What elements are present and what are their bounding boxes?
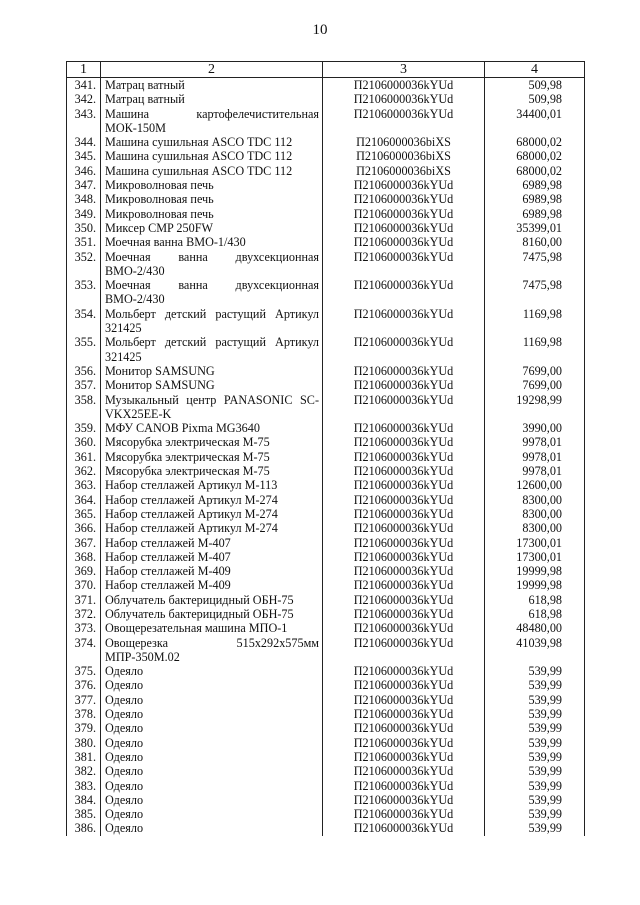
inventory-code: П2106000036kYUd xyxy=(323,607,485,621)
table-row xyxy=(67,164,585,178)
header-col-3: 3 xyxy=(323,62,485,78)
row-number: 344. xyxy=(67,135,101,149)
item-price: 618,98 xyxy=(485,593,585,607)
row-number: 381. xyxy=(67,750,101,764)
table-row xyxy=(67,807,585,821)
item-name: Облучатель бактерицидный ОБН-75 xyxy=(101,593,323,607)
row-number: 362. xyxy=(67,464,101,478)
inventory-code: П2106000036kYUd xyxy=(323,793,485,807)
table-row xyxy=(67,764,585,778)
inventory-code: П2106000036kYUd xyxy=(323,779,485,793)
inventory-code: П2106000036kYUd xyxy=(323,335,485,364)
inventory-code: П2106000036kYUd xyxy=(323,364,485,378)
table-row xyxy=(67,207,585,221)
item-name: Машина сушильная ASCO TDC 112 xyxy=(101,149,323,163)
inventory-code: П2106000036kYUd xyxy=(323,764,485,778)
inventory-code: П2106000036kYUd xyxy=(323,664,485,678)
table-row xyxy=(67,421,585,435)
item-price: 8300,00 xyxy=(485,493,585,507)
inventory-code: П2106000036biXS xyxy=(323,164,485,178)
inventory-code: П2106000036kYUd xyxy=(323,107,485,136)
row-number: 365. xyxy=(67,507,101,521)
item-price: 1169,98 xyxy=(485,335,585,364)
item-price: 509,98 xyxy=(485,92,585,106)
item-price: 3990,00 xyxy=(485,421,585,435)
table-row xyxy=(67,678,585,692)
inventory-code: П2106000036kYUd xyxy=(323,550,485,564)
row-number: 380. xyxy=(67,736,101,750)
item-name: Набор стеллажей М-409 xyxy=(101,564,323,578)
item-price: 509,98 xyxy=(485,78,585,93)
row-number: 349. xyxy=(67,207,101,221)
item-name: Мольберт детский растущий Артикул 321425 xyxy=(101,335,323,364)
item-price: 35399,01 xyxy=(485,221,585,235)
table-row xyxy=(67,521,585,535)
table-row xyxy=(67,564,585,578)
item-price: 6989,98 xyxy=(485,207,585,221)
item-name: МФУ CANOB Pixma MG3640 xyxy=(101,421,323,435)
row-number: 341. xyxy=(67,78,101,93)
inventory-code: П2106000036kYUd xyxy=(323,421,485,435)
item-name: Одеяло xyxy=(101,707,323,721)
item-price: 19999,98 xyxy=(485,564,585,578)
inventory-code: П2106000036kYUd xyxy=(323,736,485,750)
item-price: 6989,98 xyxy=(485,192,585,206)
row-number: 386. xyxy=(67,821,101,835)
inventory-code: П2106000036kYUd xyxy=(323,178,485,192)
item-name: Одеяло xyxy=(101,764,323,778)
item-price: 8160,00 xyxy=(485,235,585,249)
table-row xyxy=(67,393,585,422)
inventory-code: П2106000036kYUd xyxy=(323,450,485,464)
table-body xyxy=(67,78,585,836)
row-number: 364. xyxy=(67,493,101,507)
row-number: 342. xyxy=(67,92,101,106)
inventory-code: П2106000036kYUd xyxy=(323,378,485,392)
page-number: 10 xyxy=(312,22,328,38)
item-price: 17300,01 xyxy=(485,536,585,550)
table-row xyxy=(67,221,585,235)
table-row xyxy=(67,721,585,735)
item-name: Одеяло xyxy=(101,807,323,821)
row-number: 378. xyxy=(67,707,101,721)
item-price: 8300,00 xyxy=(485,521,585,535)
inventory-code: П2106000036kYUd xyxy=(323,536,485,550)
item-name: Моечная ванна двухсекционная ВМО-2/430 xyxy=(101,278,323,307)
item-price: 1169,98 xyxy=(485,307,585,336)
table-row xyxy=(67,507,585,521)
table-row xyxy=(67,92,585,106)
item-price: 41039,98 xyxy=(485,636,585,665)
item-price: 539,99 xyxy=(485,693,585,707)
inventory-code: П2106000036kYUd xyxy=(323,221,485,235)
item-name: Набор стеллажей М-407 xyxy=(101,550,323,564)
item-price: 7699,00 xyxy=(485,364,585,378)
inventory-code: П2106000036kYUd xyxy=(323,678,485,692)
item-name: Мясорубка электрическая М-75 xyxy=(101,464,323,478)
table-row xyxy=(67,478,585,492)
item-name: Монитор SAMSUNG xyxy=(101,364,323,378)
inventory-code: П2106000036kYUd xyxy=(323,821,485,835)
item-price: 9978,01 xyxy=(485,464,585,478)
item-price: 539,99 xyxy=(485,807,585,821)
inventory-code: П2106000036kYUd xyxy=(323,578,485,592)
item-name: Машина сушильная ASCO TDC 112 xyxy=(101,135,323,149)
row-number: 367. xyxy=(67,536,101,550)
item-price: 17300,01 xyxy=(485,550,585,564)
table-row xyxy=(67,450,585,464)
table-header xyxy=(67,62,585,78)
table-row xyxy=(67,550,585,564)
item-price: 8300,00 xyxy=(485,507,585,521)
inventory-code: П2106000036kYUd xyxy=(323,593,485,607)
table-row xyxy=(67,621,585,635)
item-name: Одеяло xyxy=(101,721,323,735)
row-number: 382. xyxy=(67,764,101,778)
item-name: Мясорубка электрическая М-75 xyxy=(101,435,323,449)
row-number: 355. xyxy=(67,335,101,364)
item-name: Машина картофелечистительная МОК-150М xyxy=(101,107,323,136)
table-row xyxy=(67,821,585,835)
inventory-code: П2106000036biXS xyxy=(323,135,485,149)
inventory-code: П2106000036kYUd xyxy=(323,278,485,307)
item-name: Моечная ванна двухсекционная ВМО-2/430 xyxy=(101,250,323,279)
item-price: 48480,00 xyxy=(485,621,585,635)
table-row xyxy=(67,307,585,336)
item-name: Мясорубка электрическая М-75 xyxy=(101,450,323,464)
table-row xyxy=(67,693,585,707)
table-row xyxy=(67,578,585,592)
row-number: 369. xyxy=(67,564,101,578)
table-row xyxy=(67,707,585,721)
table-row xyxy=(67,235,585,249)
row-number: 374. xyxy=(67,636,101,665)
row-number: 343. xyxy=(67,107,101,136)
inventory-code: П2106000036kYUd xyxy=(323,636,485,665)
inventory-code: П2106000036kYUd xyxy=(323,78,485,93)
item-name: Овощерезательная машина МПО-1 xyxy=(101,621,323,635)
row-number: 347. xyxy=(67,178,101,192)
table-row xyxy=(67,435,585,449)
inventory-code: П2106000036kYUd xyxy=(323,750,485,764)
table-row xyxy=(67,607,585,621)
item-name: Одеяло xyxy=(101,750,323,764)
table-row xyxy=(67,736,585,750)
table-row xyxy=(67,593,585,607)
item-name: Набор стеллажей Артикул М-113 xyxy=(101,478,323,492)
row-number: 370. xyxy=(67,578,101,592)
header-col-2: 2 xyxy=(101,62,323,78)
item-price: 9978,01 xyxy=(485,450,585,464)
row-number: 366. xyxy=(67,521,101,535)
inventory-code: П2106000036kYUd xyxy=(323,721,485,735)
table-row xyxy=(67,779,585,793)
table-row xyxy=(67,464,585,478)
header-col-4: 4 xyxy=(485,62,585,78)
item-name: Одеяло xyxy=(101,664,323,678)
inventory-code: П2106000036biXS xyxy=(323,149,485,163)
table-row xyxy=(67,364,585,378)
item-price: 6989,98 xyxy=(485,178,585,192)
item-name: Набор стеллажей М-409 xyxy=(101,578,323,592)
item-name: Одеяло xyxy=(101,821,323,835)
row-number: 345. xyxy=(67,149,101,163)
table-row xyxy=(67,536,585,550)
item-name: Мольберт детский растущий Артикул 321425 xyxy=(101,307,323,336)
item-name: Музыкальный центр PANASONIC SC-VKX25EE-K xyxy=(101,393,323,422)
item-name: Микроволновая печь xyxy=(101,207,323,221)
item-price: 68000,02 xyxy=(485,164,585,178)
item-price: 539,99 xyxy=(485,678,585,692)
row-number: 375. xyxy=(67,664,101,678)
row-number: 376. xyxy=(67,678,101,692)
table-row xyxy=(67,78,585,93)
item-name: Моечная ванна ВМО-1/430 xyxy=(101,235,323,249)
item-name: Набор стеллажей Артикул М-274 xyxy=(101,493,323,507)
row-number: 354. xyxy=(67,307,101,336)
table-row xyxy=(67,135,585,149)
item-price: 539,99 xyxy=(485,664,585,678)
inventory-code: П2106000036kYUd xyxy=(323,707,485,721)
item-name: Миксер CMP 250FW xyxy=(101,221,323,235)
table-row xyxy=(67,178,585,192)
inventory-code: П2106000036kYUd xyxy=(323,250,485,279)
header-col-1: 1 xyxy=(67,62,101,78)
row-number: 358. xyxy=(67,393,101,422)
item-price: 19999,98 xyxy=(485,578,585,592)
inventory-code: П2106000036kYUd xyxy=(323,507,485,521)
item-price: 34400,01 xyxy=(485,107,585,136)
item-price: 68000,02 xyxy=(485,149,585,163)
item-name: Облучатель бактерицидный ОБН-75 xyxy=(101,607,323,621)
row-number: 384. xyxy=(67,793,101,807)
item-price: 539,99 xyxy=(485,821,585,835)
table-row xyxy=(67,335,585,364)
item-price: 539,99 xyxy=(485,764,585,778)
item-name: Набор стеллажей Артикул М-274 xyxy=(101,507,323,521)
item-name: Одеяло xyxy=(101,793,323,807)
item-name: Набор стеллажей М-407 xyxy=(101,536,323,550)
row-number: 385. xyxy=(67,807,101,821)
inventory-code: П2106000036kYUd xyxy=(323,464,485,478)
inventory-code: П2106000036kYUd xyxy=(323,521,485,535)
table-row xyxy=(67,493,585,507)
inventory-code: П2106000036kYUd xyxy=(323,478,485,492)
inventory-table xyxy=(66,61,585,836)
item-name: Овощерезка 515х292х575мм МПР-350М.02 xyxy=(101,636,323,665)
item-price: 7475,98 xyxy=(485,250,585,279)
inventory-code: П2106000036kYUd xyxy=(323,393,485,422)
inventory-code: П2106000036kYUd xyxy=(323,235,485,249)
item-price: 539,99 xyxy=(485,736,585,750)
item-name: Одеяло xyxy=(101,693,323,707)
item-price: 539,99 xyxy=(485,750,585,764)
row-number: 379. xyxy=(67,721,101,735)
row-number: 377. xyxy=(67,693,101,707)
item-price: 618,98 xyxy=(485,607,585,621)
item-name: Машина сушильная ASCO TDC 112 xyxy=(101,164,323,178)
inventory-code: П2106000036kYUd xyxy=(323,307,485,336)
inventory-code: П2106000036kYUd xyxy=(323,207,485,221)
item-price: 7699,00 xyxy=(485,378,585,392)
row-number: 361. xyxy=(67,450,101,464)
table-row xyxy=(67,107,585,136)
inventory-code: П2106000036kYUd xyxy=(323,435,485,449)
row-number: 356. xyxy=(67,364,101,378)
row-number: 346. xyxy=(67,164,101,178)
table-row xyxy=(67,664,585,678)
item-name: Матрац ватный xyxy=(101,78,323,93)
item-name: Микроволновая печь xyxy=(101,178,323,192)
table-row xyxy=(67,636,585,665)
item-name: Набор стеллажей Артикул М-274 xyxy=(101,521,323,535)
item-price: 539,99 xyxy=(485,721,585,735)
row-number: 359. xyxy=(67,421,101,435)
item-name: Матрац ватный xyxy=(101,92,323,106)
item-price: 539,99 xyxy=(485,707,585,721)
table-row xyxy=(67,192,585,206)
table-row xyxy=(67,278,585,307)
row-number: 383. xyxy=(67,779,101,793)
row-number: 357. xyxy=(67,378,101,392)
table-row xyxy=(67,149,585,163)
inventory-code: П2106000036kYUd xyxy=(323,92,485,106)
row-number: 351. xyxy=(67,235,101,249)
table-row xyxy=(67,378,585,392)
row-number: 360. xyxy=(67,435,101,449)
table-row xyxy=(67,750,585,764)
item-price: 68000,02 xyxy=(485,135,585,149)
header-row xyxy=(67,62,585,78)
inventory-code: П2106000036kYUd xyxy=(323,493,485,507)
row-number: 348. xyxy=(67,192,101,206)
item-price: 7475,98 xyxy=(485,278,585,307)
row-number: 368. xyxy=(67,550,101,564)
item-price: 19298,99 xyxy=(485,393,585,422)
inventory-code: П2106000036kYUd xyxy=(323,564,485,578)
row-number: 371. xyxy=(67,593,101,607)
table-row xyxy=(67,250,585,279)
inventory-code: П2106000036kYUd xyxy=(323,807,485,821)
item-price: 539,99 xyxy=(485,793,585,807)
row-number: 352. xyxy=(67,250,101,279)
item-name: Одеяло xyxy=(101,678,323,692)
item-price: 539,99 xyxy=(485,779,585,793)
item-name: Одеяло xyxy=(101,736,323,750)
item-price: 9978,01 xyxy=(485,435,585,449)
inventory-code: П2106000036kYUd xyxy=(323,621,485,635)
row-number: 372. xyxy=(67,607,101,621)
item-price: 12600,00 xyxy=(485,478,585,492)
row-number: 363. xyxy=(67,478,101,492)
item-name: Микроволновая печь xyxy=(101,192,323,206)
row-number: 373. xyxy=(67,621,101,635)
item-name: Одеяло xyxy=(101,779,323,793)
row-number: 350. xyxy=(67,221,101,235)
inventory-code: П2106000036kYUd xyxy=(323,192,485,206)
item-name: Монитор SAMSUNG xyxy=(101,378,323,392)
table-row xyxy=(67,793,585,807)
inventory-code: П2106000036kYUd xyxy=(323,693,485,707)
row-number: 353. xyxy=(67,278,101,307)
